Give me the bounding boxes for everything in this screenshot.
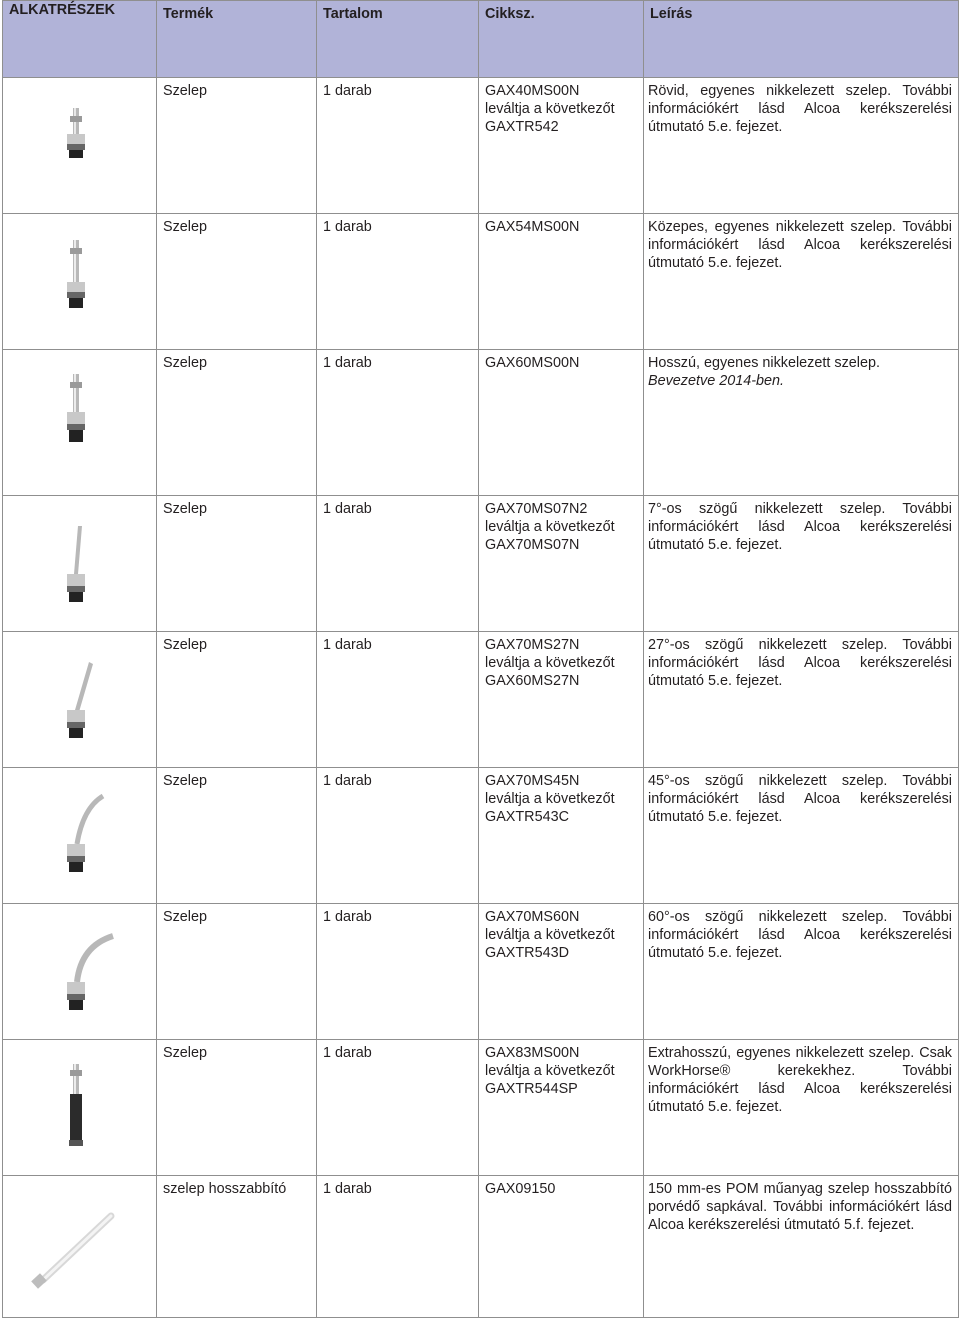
description-cell: 150 mm-es POM műanyag szelep hosszabbító porvédő sapkával. További információkért lásd Alcoa kerékszerelési útmutató 5.f. fejezet. xyxy=(644,1176,959,1318)
product-image-cell xyxy=(3,496,157,632)
qty-cell: 1 darab xyxy=(317,1176,479,1318)
part-note: leváltja a következőt xyxy=(485,519,615,535)
product-image-cell xyxy=(3,1176,157,1318)
qty-cell: 1 darab xyxy=(317,768,479,904)
straight-long-valve-icon xyxy=(3,350,156,495)
description-cell: 7°-os szögű nikkelezett szelep. További információkért lásd Alcoa kerékszerelési útmutató 5.e. fejezet. xyxy=(644,496,959,632)
product-image-cell xyxy=(3,904,157,1040)
header-content: Tartalom xyxy=(317,1,479,78)
part-replaced: GAXTR544SP xyxy=(485,1081,578,1097)
product-image-cell xyxy=(3,78,157,214)
product-cell: Szelep xyxy=(157,768,317,904)
product-cell: Szelep xyxy=(157,1040,317,1176)
part-note: leváltja a következőt xyxy=(485,655,615,671)
extra-long-valve-icon xyxy=(3,1040,156,1175)
product-cell: Szelep xyxy=(157,632,317,768)
product-cell: Szelep xyxy=(157,78,317,214)
part-cell xyxy=(479,632,644,768)
description-cell: Közepes, egyenes nikkelezett szelep. További információkért lásd Alcoa kerékszerelési útmutató 5.e. fejezet. xyxy=(644,214,959,350)
angled-60-valve-icon xyxy=(3,904,156,1039)
straight-short-valve-icon xyxy=(3,78,156,213)
part-number: GAX70MS27N xyxy=(485,637,580,653)
table-row xyxy=(3,768,959,904)
qty-cell: 1 darab xyxy=(317,214,479,350)
qty-cell: 1 darab xyxy=(317,496,479,632)
part-number: GAX60MS00N xyxy=(485,355,580,371)
product-cell: szelep hosszabbító xyxy=(157,1176,317,1318)
table-row xyxy=(3,214,959,350)
part-number: GAX83MS00N xyxy=(485,1045,580,1061)
table-row xyxy=(3,904,959,1040)
description-cell: Extrahosszú, egyenes nikkelezett szelep. Csak WorkHorse® kerekekhez. További információkért lásd Alcoa kerékszerelési útmutató 5.e. fejezet. xyxy=(644,1040,959,1176)
table-row xyxy=(3,496,959,632)
table-row xyxy=(3,350,959,496)
product-image-cell xyxy=(3,1040,157,1176)
product-cell: Szelep xyxy=(157,214,317,350)
product-cell: Szelep xyxy=(157,496,317,632)
qty-cell: 1 darab xyxy=(317,904,479,1040)
part-cell xyxy=(479,78,644,214)
angled-7-valve-icon xyxy=(3,496,156,631)
product-image-cell xyxy=(3,632,157,768)
section-label: ALKATRÉSZEK xyxy=(3,1,157,78)
parts-table xyxy=(2,0,959,1318)
part-cell xyxy=(479,350,644,496)
part-note: leváltja a következőt xyxy=(485,101,615,117)
part-replaced: GAXTR543C xyxy=(485,809,569,825)
description-cell: Rövid, egyenes nikkelezett szelep. További információkért lásd Alcoa kerékszerelési útmutató 5.e. fejezet. xyxy=(644,78,959,214)
description-cell: 27°-os szögű nikkelezett szelep. További információkért lásd Alcoa kerékszerelési útmutató 5.e. fejezet. xyxy=(644,632,959,768)
part-replaced: GAXTR542 xyxy=(485,119,559,135)
angled-45-valve-icon xyxy=(3,768,156,903)
part-number: GAX70MS60N xyxy=(485,909,580,925)
part-note: leváltja a következőt xyxy=(485,1063,615,1079)
part-replaced: GAX60MS27N xyxy=(485,673,580,689)
qty-cell: 1 darab xyxy=(317,350,479,496)
header-row xyxy=(3,1,959,78)
part-number: GAX40MS00N xyxy=(485,83,580,99)
part-number: GAX70MS07N2 xyxy=(485,501,588,517)
product-image-cell xyxy=(3,350,157,496)
qty-cell: 1 darab xyxy=(317,632,479,768)
table-row xyxy=(3,632,959,768)
table-row xyxy=(3,1176,959,1318)
product-cell: Szelep xyxy=(157,904,317,1040)
part-number: GAX70MS45N xyxy=(485,773,580,789)
header-description: Leírás xyxy=(644,1,959,78)
introduced-note: Bevezetve 2014-ben. xyxy=(648,373,785,389)
part-cell xyxy=(479,1176,644,1318)
header-product: Termék xyxy=(157,1,317,78)
part-cell xyxy=(479,496,644,632)
header-part-no: Cikksz. xyxy=(479,1,644,78)
product-cell: Szelep xyxy=(157,350,317,496)
qty-cell: 1 darab xyxy=(317,1040,479,1176)
angled-27-valve-icon xyxy=(3,632,156,767)
qty-cell: 1 darab xyxy=(317,78,479,214)
part-number: GAX09150 xyxy=(485,1181,556,1197)
part-replaced: GAXTR543D xyxy=(485,945,569,961)
description-cell: Hosszú, egyenes nikkelezett szelep. Bevezetve 2014-ben. xyxy=(644,350,959,496)
part-cell xyxy=(479,768,644,904)
part-cell xyxy=(479,904,644,1040)
part-replaced: GAX70MS07N xyxy=(485,537,580,553)
description-cell: 45°-os szögű nikkelezett szelep. További információkért lásd Alcoa kerékszerelési útmutató 5.e. fejezet. xyxy=(644,768,959,904)
part-note: leváltja a következőt xyxy=(485,791,615,807)
table-row xyxy=(3,78,959,214)
straight-medium-valve-icon xyxy=(3,214,156,349)
product-image-cell xyxy=(3,214,157,350)
product-image-cell xyxy=(3,768,157,904)
part-number: GAX54MS00N xyxy=(485,219,580,235)
part-cell xyxy=(479,1040,644,1176)
part-note: leváltja a következőt xyxy=(485,927,615,943)
table-row xyxy=(3,1040,959,1176)
valve-extension-icon xyxy=(3,1176,156,1317)
description-cell: 60°-os szögű nikkelezett szelep. További információkért lásd Alcoa kerékszerelési útmutató 5.e. fejezet. xyxy=(644,904,959,1040)
part-cell xyxy=(479,214,644,350)
